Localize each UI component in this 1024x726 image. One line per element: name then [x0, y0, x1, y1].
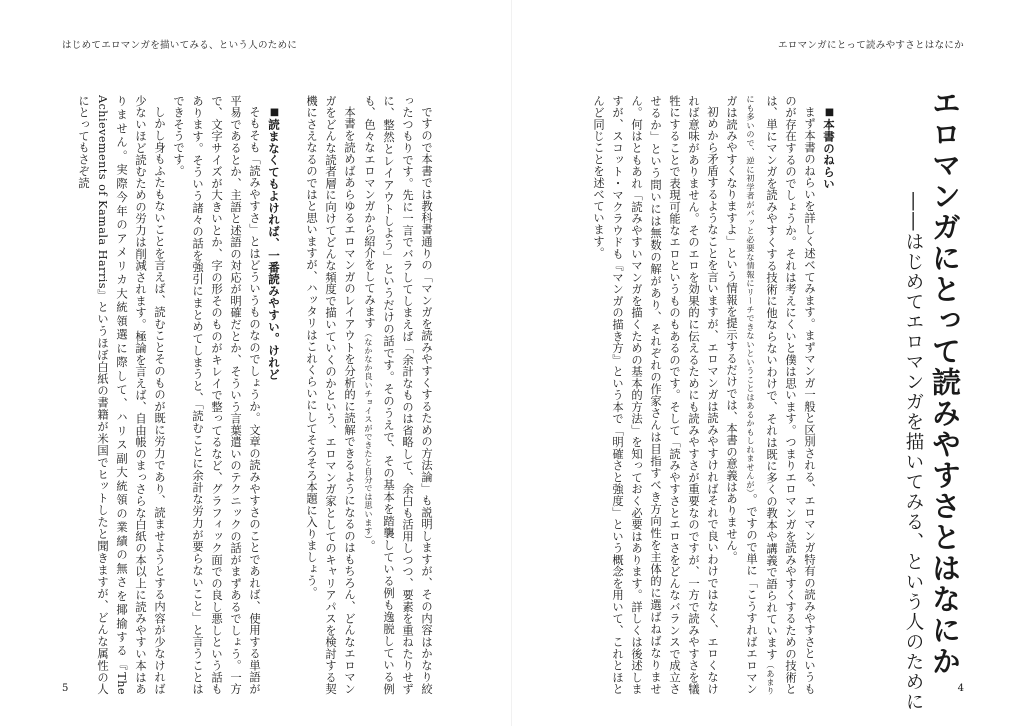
left-running-title: はじめてエロマンガを描いてみる、という人のために — [62, 40, 298, 51]
paragraph: そもそも「読みやすさ」とはどういうものなのでしょうか。文章の読みやすさのことであれば、使用する単語が平易であるとか、主語と述語の対応が明確だとか、そういう言葉遣いのテクニックの話がまずあるでしょう。一方で、文字サイズが大きいとか、字の形そのものがキレイで整ってるなど、グラフィック面での良し悪しという話もあります。そういう諸々の話を強引にまとめてしまうと、「読むことに余計な労力が要らないこと」と言うことはできそうです。 — [172, 95, 261, 695]
section-heading-aims: ■本書のねらい — [822, 106, 836, 190]
paragraph: まず本書のねらいを詳しく述べてみます。まずマンガ一般と区別される、エロマンガ特有の読みやすさというものが存在するのでしょうか。それは考えにくいと僕は思います。つまりエロマンガを読みやすくするための技術とは、単にマンガを読みやすくする技術に他ならないわけで、それは既に多くの教本や講義で語られています（あまりにも多いので、逆に初学者がパッと必要な情報にリーチできないということはあるかもしれませんが）。ですので単に「こうすればエロマンガは読みやすくなりますよ」という情報を提示するだけでは、本書の意義はありません。 — [725, 95, 816, 696]
paragraph: しかし身もふたもないことを言えば、読むことそのものが既に労力であり、読ませようとする内容が少なければ少ないほど読むための労力は削減されます。極論を言えば、自由帳のまっさらな白紙の本以上に読みやすい本はありません。実際今年のアメリカ大統領選に際して、ハリス副大統領の業績の無さを揶揄する『The Achievements of Kamala Harris』というほぼ白紙の書籍が米国でヒットしたと聞きますが、どんな属性の人にとってもさぞ読 — [77, 95, 166, 695]
right-page-body — [519, 95, 839, 695]
inline-note: （あまりにも多いので、逆に初学者がパッと必要な情報にリーチできないということはあるかもしれませんが） — [746, 95, 776, 695]
paragraph: 本書を読めばあらゆるエロマンガのレイアウトを分析的に読解できるようになるのはもちろん、どんなエロマンガをどんな読者層に向けてどんな頻度で描いていくのかという、エロマンガ家としてのキャリアパスを検討する契機にさえなるのではと思いますが、ハッタリはこれくらいにしてそろそろ本題に入りましょう。 — [305, 95, 356, 695]
paragraph: 初めから矛盾するようなことを言いますが、エロマンガは読みやすければそれで良いわけではなく、エロくなければ意味がありません。そのエロを効果的に伝えるためにも読みやすさが重要なのですが、一方で読みやすさを犠牲にすることで表現可能なエロというものもあるのです。そして「読みやすさとエロさをどんなバランスで成立させるか」という問いには無数の解があり、それぞれの作家さんは目指すべき方向性を主体的に選ばねばなりません。何はともあれ「読みやすいマンガを描くための基本的方法」を知っておく必要はあります。詳しくは後述しますが、スコット・マクラウドも『マンガの描き方』という本で「明確さと強度」という概念を用いて、これとほとんど同じことを述べています。 — [592, 95, 719, 695]
paragraph: ですので本書では教科書通りの「マンガを読みやすくするための方法論」も説明しますが、その内容はかなり絞ったつもりです。先に一言でバラしてしまえば「余計なものは省略して、余白も活用しつつ、要素を重ねたりせずに、整然とレイアウトしよう」というだけの話です。そのうえで、その基本を踏襲している例も逸脱している例も、色々なエロマンガから紹介をしてみます（なかなか良いチョイスができたと自分では思います）。 — [363, 95, 433, 695]
book-title: 『The Achievements of Kamala Harris』 — [96, 95, 128, 695]
chapter-subtitle: ――はじめてエロマンガを描いてみる、という人のために — [903, 192, 924, 712]
section-heading-readability: ■読まなくてもよければ、一番読みやすい。けれど — [267, 106, 281, 380]
square-bullet-icon: ■ — [269, 106, 280, 118]
right-running-title: エロマンガにとって読みやすさとはなにか — [777, 40, 964, 51]
inline-note: （なかなか良いチョイスができたと自分では思います） — [364, 329, 374, 540]
left-page-body — [61, 95, 436, 695]
chapter-title: エロマンガにとって読みやすさとはなにか — [928, 88, 962, 677]
square-bullet-icon: ■ — [824, 106, 835, 118]
right-page-number: 4 — [957, 683, 964, 694]
page-gutter — [511, 0, 512, 726]
left-page-number: 5 — [62, 683, 69, 694]
